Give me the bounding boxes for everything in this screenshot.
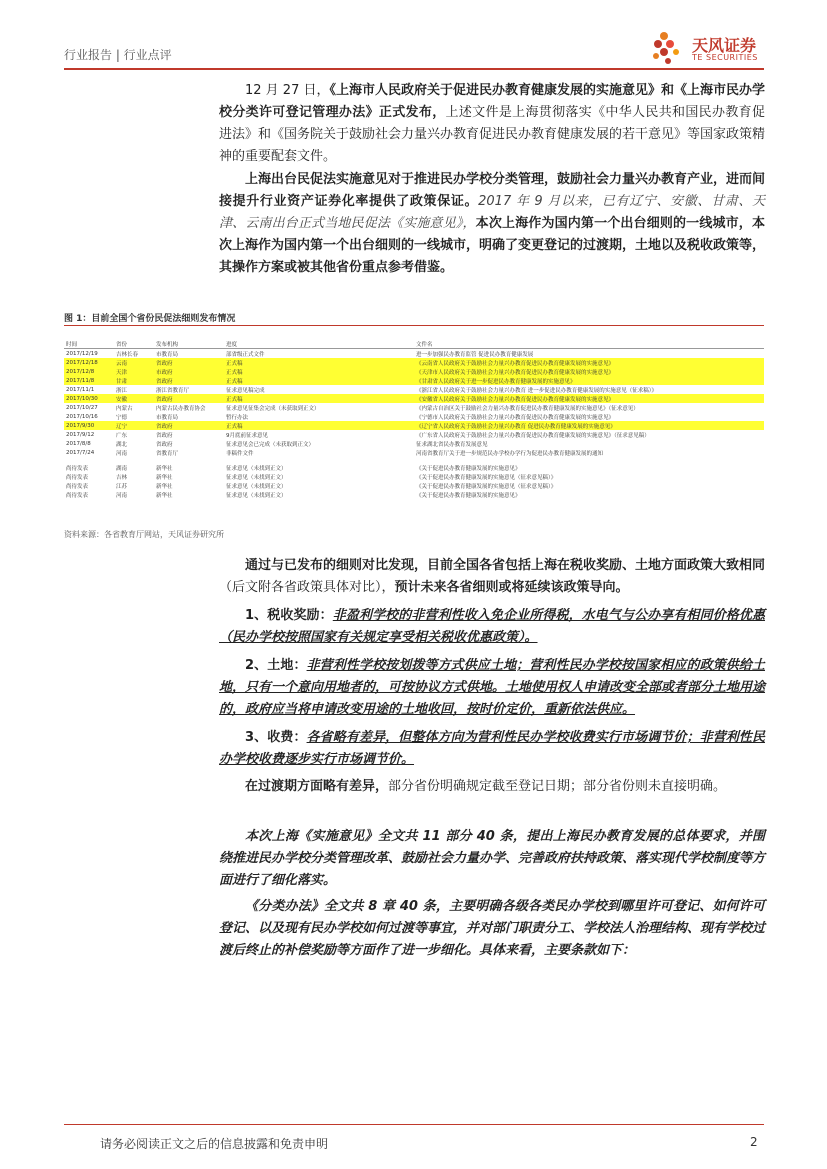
table-cell: 9月底前征求意见 xyxy=(226,432,268,439)
release-documents-text: 《上海市人民政府关于促进民办教育健康发展的实施意见》和《上海市民办学校分类许可登记管理办法》正式发布， xyxy=(219,83,765,120)
table-cell: 省政府 xyxy=(156,441,173,448)
table-cell: 2017/10/30 xyxy=(64,394,114,403)
table-cell: 正式稿 xyxy=(224,358,414,367)
fees-label: 3、收费： xyxy=(245,730,307,745)
comparison-text: 通过与已发布的细则对比发现，目前全国各省包括上海在税收奖励、土地方面政策大致相同 xyxy=(245,558,766,573)
table-cell: 浙江省教育厅 xyxy=(156,387,190,394)
table-cell: 省政府 xyxy=(154,358,224,367)
table-cell: 尚待发表 xyxy=(66,492,89,499)
table-cell: 《关于促进民办教育健康发展的实施意见（征求意见稿）》 xyxy=(416,474,557,481)
transition-text: 部分省份明确规定截至登记日期；部分省份则未直接明确。 xyxy=(388,779,727,794)
item-fees xyxy=(219,727,765,771)
table-row xyxy=(64,490,764,499)
table-cell: 征求意见会已完成（未获取到正文） xyxy=(226,441,315,448)
table-cell: 云南 xyxy=(114,358,154,367)
province-policy-table xyxy=(64,339,764,499)
table-row xyxy=(64,463,764,472)
table-row xyxy=(64,376,764,385)
table-cell: 征求意见（未找到正文） xyxy=(226,474,287,481)
table-cell: 2017/10/16 xyxy=(66,413,98,420)
table-header-row xyxy=(64,339,764,349)
footer-divider xyxy=(64,1124,764,1125)
page-number: 2 xyxy=(750,1135,758,1149)
table-cell: 浙江 xyxy=(116,387,128,394)
column-header: 时间 xyxy=(64,339,114,349)
table-cell: 省政府 xyxy=(156,432,173,439)
table-cell: 《天津市人民政府关于鼓励社会力量兴办教育促进民办教育健康发展的实施意见》 xyxy=(414,367,764,376)
column-header: 发布机构 xyxy=(154,339,224,349)
column-header: 进度 xyxy=(224,339,414,349)
table-cell: 《关于促进民办教育健康发展的实施意见》 xyxy=(416,492,521,499)
table-cell: 2017/10/27 xyxy=(66,404,98,411)
table-cell: 《关于促进民办教育健康发展的实施意见（征求意见稿）》 xyxy=(416,483,557,490)
table-cell: 广东 xyxy=(116,432,128,439)
table-row xyxy=(64,439,764,448)
table-cell: 新华社 xyxy=(156,474,173,481)
table-cell: 《广东省人民政府关于鼓励社会力量兴办教育促进民办教育健康发展的实施意见》（征求意见稿） xyxy=(416,432,650,439)
header-divider xyxy=(64,68,764,70)
table-row xyxy=(64,403,764,412)
comparison-forecast-text: 预计未来各省细则或将延续该政策导向。 xyxy=(394,580,629,595)
table-cell: 正式稿 xyxy=(224,376,414,385)
table-cell: 新华社 xyxy=(156,483,173,490)
transition-label: 在过渡期方面略有差异， xyxy=(245,779,389,794)
table-cell: 2017/12/8 xyxy=(64,367,114,376)
table-row xyxy=(64,421,764,430)
table-cell: 内蒙古 xyxy=(116,405,133,412)
table-row xyxy=(64,358,764,367)
table-cell: 征求意见征集会完成（未获取到正文） xyxy=(226,405,320,412)
table-cell: 安徽 xyxy=(114,394,154,403)
table-cell: 征求意见稿完成 xyxy=(226,387,265,394)
table-row xyxy=(64,367,764,376)
table-cell: 河南 xyxy=(116,450,128,457)
table-cell: 《宁德市人民政府关于鼓励社会力量兴办教育促进民办教育健康发展的实施意见》 xyxy=(416,414,615,421)
table-row xyxy=(64,472,764,481)
table-cell: 《关于促进民办教育健康发展的实施意见》 xyxy=(416,465,521,472)
table-row xyxy=(64,385,764,394)
land-text: 非营利性学校按划拨等方式供应土地；营利性民办学校按国家相应的政策供给土地，只有一个意向用地者的，可按协议方式供地。土地使用权人申请改变全部或者部分土地用途的，政府应当将申请改变用途的土地收回，按时价定价，重新依法供应。 xyxy=(219,658,766,717)
table-cell: 尚待发表 xyxy=(66,483,89,490)
significance-text: 上海出台民促法实施意见对于推进民办学校分类管理，鼓励社会力量兴办教育产业，进而间接提升行业资产证券化率提供了政策保证。 xyxy=(219,172,766,209)
paragraph-policy-release xyxy=(219,80,765,168)
table-cell: 2017/11/1 xyxy=(66,386,95,393)
table-row xyxy=(64,412,764,421)
table-cell: 《甘肃省人民政府关于进一步促进民办教育健康发展的实施意见》 xyxy=(414,376,764,385)
table-cell: 吉林长春 xyxy=(116,351,139,358)
table-row xyxy=(64,430,764,439)
table-cell: 2017/7/24 xyxy=(66,449,95,456)
paragraph-implementation-opinion: 本次上海《实施意见》全文共 11 部分 40 条，提出上海民办教育发展的总体要求，并围绕推进民办学校分类管理改革、鼓励社会力量办学、完善政府扶持政策、落实现代学校制度等方面进行了细化落实。 xyxy=(219,829,766,888)
table-cell: 省教育厅 xyxy=(156,450,179,457)
fees-text: 各省略有差异，但整体方向为营利性民办学校收费实行市场调节价；非营利性民办学校收费逐步实行市场调节价。 xyxy=(219,730,765,767)
table-cell: 省政府 xyxy=(154,421,224,430)
table-cell: 宁德 xyxy=(116,414,128,421)
table-cell: 征求意见（未找到正文） xyxy=(226,465,287,472)
table-cell: 市政府 xyxy=(154,367,224,376)
paragraph-comparison xyxy=(219,555,765,599)
table-cell: 省政府 xyxy=(154,394,224,403)
table-cell: 正式稿 xyxy=(224,367,414,376)
table-cell: 2017/9/30 xyxy=(64,421,114,430)
release-context-text: 上述文件是上海贯彻落实《中华人民共和国民办教育促进法》和《国务院关于鼓励社会力量兴办教育促进民办教育健康发展的若干意见》等国家政策精神的重要配套文件。 xyxy=(219,105,766,164)
table-cell: 正式稿 xyxy=(224,394,414,403)
table-cell: 湖南 xyxy=(116,465,128,472)
comparison-note-text: （后文附各省政策具体对比）， xyxy=(219,580,395,595)
table-cell: 暂行办法 xyxy=(226,414,249,421)
table-cell: 2017/12/19 xyxy=(66,350,98,357)
provinces-text: 2017 年 9 月以来，已有辽宁、安徽、甘肃、天津、云南出台正式当地民促法《实施意见》， xyxy=(219,194,765,231)
table-cell: 征求湖北省民办教育发展意见 xyxy=(416,441,488,448)
shanghai-first-text: 本次上海作为国内第一个出台细则的一线城市，本次上海作为国内第一个出台细则的一线城市，明确了变更登记的过渡期，土地以及税收政策等，其操作方案或被其他省份重点参考借鉴。 xyxy=(219,216,766,275)
figure-title: 图 1：目前全国个省份民促法细则发布情况 xyxy=(64,314,236,324)
table-row xyxy=(64,394,764,403)
table-cell: 2017/9/12 xyxy=(66,431,95,438)
table-row xyxy=(64,349,764,359)
table-cell: 江苏 xyxy=(116,483,128,490)
table-cell: 市教育局 xyxy=(156,351,179,358)
tax-label: 1、税收奖励： xyxy=(245,608,333,623)
table-row xyxy=(64,448,764,457)
table-cell: 部省级正式文件 xyxy=(226,351,265,358)
table-cell: 新华社 xyxy=(156,492,173,499)
item-tax-incentive xyxy=(219,605,765,649)
brand-english-name: TE SECURITIES xyxy=(692,53,758,62)
figure-divider xyxy=(64,325,764,326)
release-date-text: 12 月 27 日， xyxy=(245,83,330,98)
land-label: 2、土地： xyxy=(245,658,307,673)
footer-disclaimer: 请务必阅读正文之后的信息披露和免责申明 xyxy=(100,1137,329,1151)
table-cell: 尚待发表 xyxy=(66,474,89,481)
table-cell: 《云南省人民政府关于鼓励社会力量兴办教育促进民办教育健康发展的实施意见》 xyxy=(414,358,764,367)
paragraph-transition xyxy=(219,776,765,798)
brand-name: 天风证券 xyxy=(692,36,757,55)
table-cell: 《辽宁省人民政府关于鼓励社会力量兴办教育 促进民办教育健康发展的实施意见》 xyxy=(414,421,764,430)
table-cell: 征求意见（未找到正文） xyxy=(226,492,287,499)
tax-text: 非盈利学校的非营利性收入免企业所得税，水电气与公办享有相同价格优惠（民办学校按照国家有关规定享受相关税收优惠政策）。 xyxy=(219,608,765,645)
table-row xyxy=(64,481,764,490)
table-cell: 湖北 xyxy=(116,441,128,448)
table-cell: 天津 xyxy=(114,367,154,376)
table-cell: 2017/12/18 xyxy=(64,358,114,367)
column-header: 文件名 xyxy=(414,339,764,349)
table-cell: 正式稿 xyxy=(224,421,414,430)
table-cell: 甘肃 xyxy=(114,376,154,385)
table-cell: 2017/8/8 xyxy=(66,440,91,447)
table-cell: 《安徽省人民政府关于鼓励社会力量兴办教育促进民办教育健康发展的实施意见》 xyxy=(414,394,764,403)
table-cell: 吉林 xyxy=(116,474,128,481)
report-category: 行业报告 | 行业点评 xyxy=(64,48,172,62)
table-cell: 河南 xyxy=(116,492,128,499)
table-cell: 《内蒙古自治区关于鼓励社会力量兴办教育促进民办教育健康发展的实施意见》（征求意见） xyxy=(416,405,639,412)
table-cell: 省政府 xyxy=(154,376,224,385)
table-cell: 内蒙古民办教育协会 xyxy=(156,405,206,412)
table-cell: 进一步加强民办教育监管 促进民办教育健康发展 xyxy=(416,351,534,358)
item-land xyxy=(219,655,765,721)
figure-source: 资料来源：各省教育厅网站，天风证券研究所 xyxy=(64,530,224,539)
table-cell: 《浙江省人民政府关于鼓励社会力量兴办教育 进一步促进民办教育健康发展的实施意见（征求稿）》 xyxy=(416,387,658,394)
table-cell: 市教育局 xyxy=(156,414,179,421)
table-cell: 征求意见（未找到正文） xyxy=(226,483,287,490)
table-cell: 辽宁 xyxy=(114,421,154,430)
table-cell: 尚待发表 xyxy=(66,465,89,472)
table-cell: 河南省教育厅关于进一步规范民办学校办学行为促进民办教育健康发展的通知 xyxy=(416,450,604,457)
paragraph-classification-measures: 《分类办法》全文共 8 章 40 条，主要明确各级各类民办学校到哪里许可登记、如何许可登记、以及现有民办学校如何过渡等事宜，并对部门职责分工、学校法人治理结构、现有学校过渡后终止的补偿奖励等方面作了进一步细化。具体来看，主要条款如下： xyxy=(219,899,766,958)
table-cell: 新华社 xyxy=(156,465,173,472)
paragraph-shanghai-significance xyxy=(219,169,765,279)
column-header: 省份 xyxy=(114,339,154,349)
table-cell: 非稿件文件 xyxy=(226,450,254,457)
table-cell: 2017/11/8 xyxy=(64,376,114,385)
